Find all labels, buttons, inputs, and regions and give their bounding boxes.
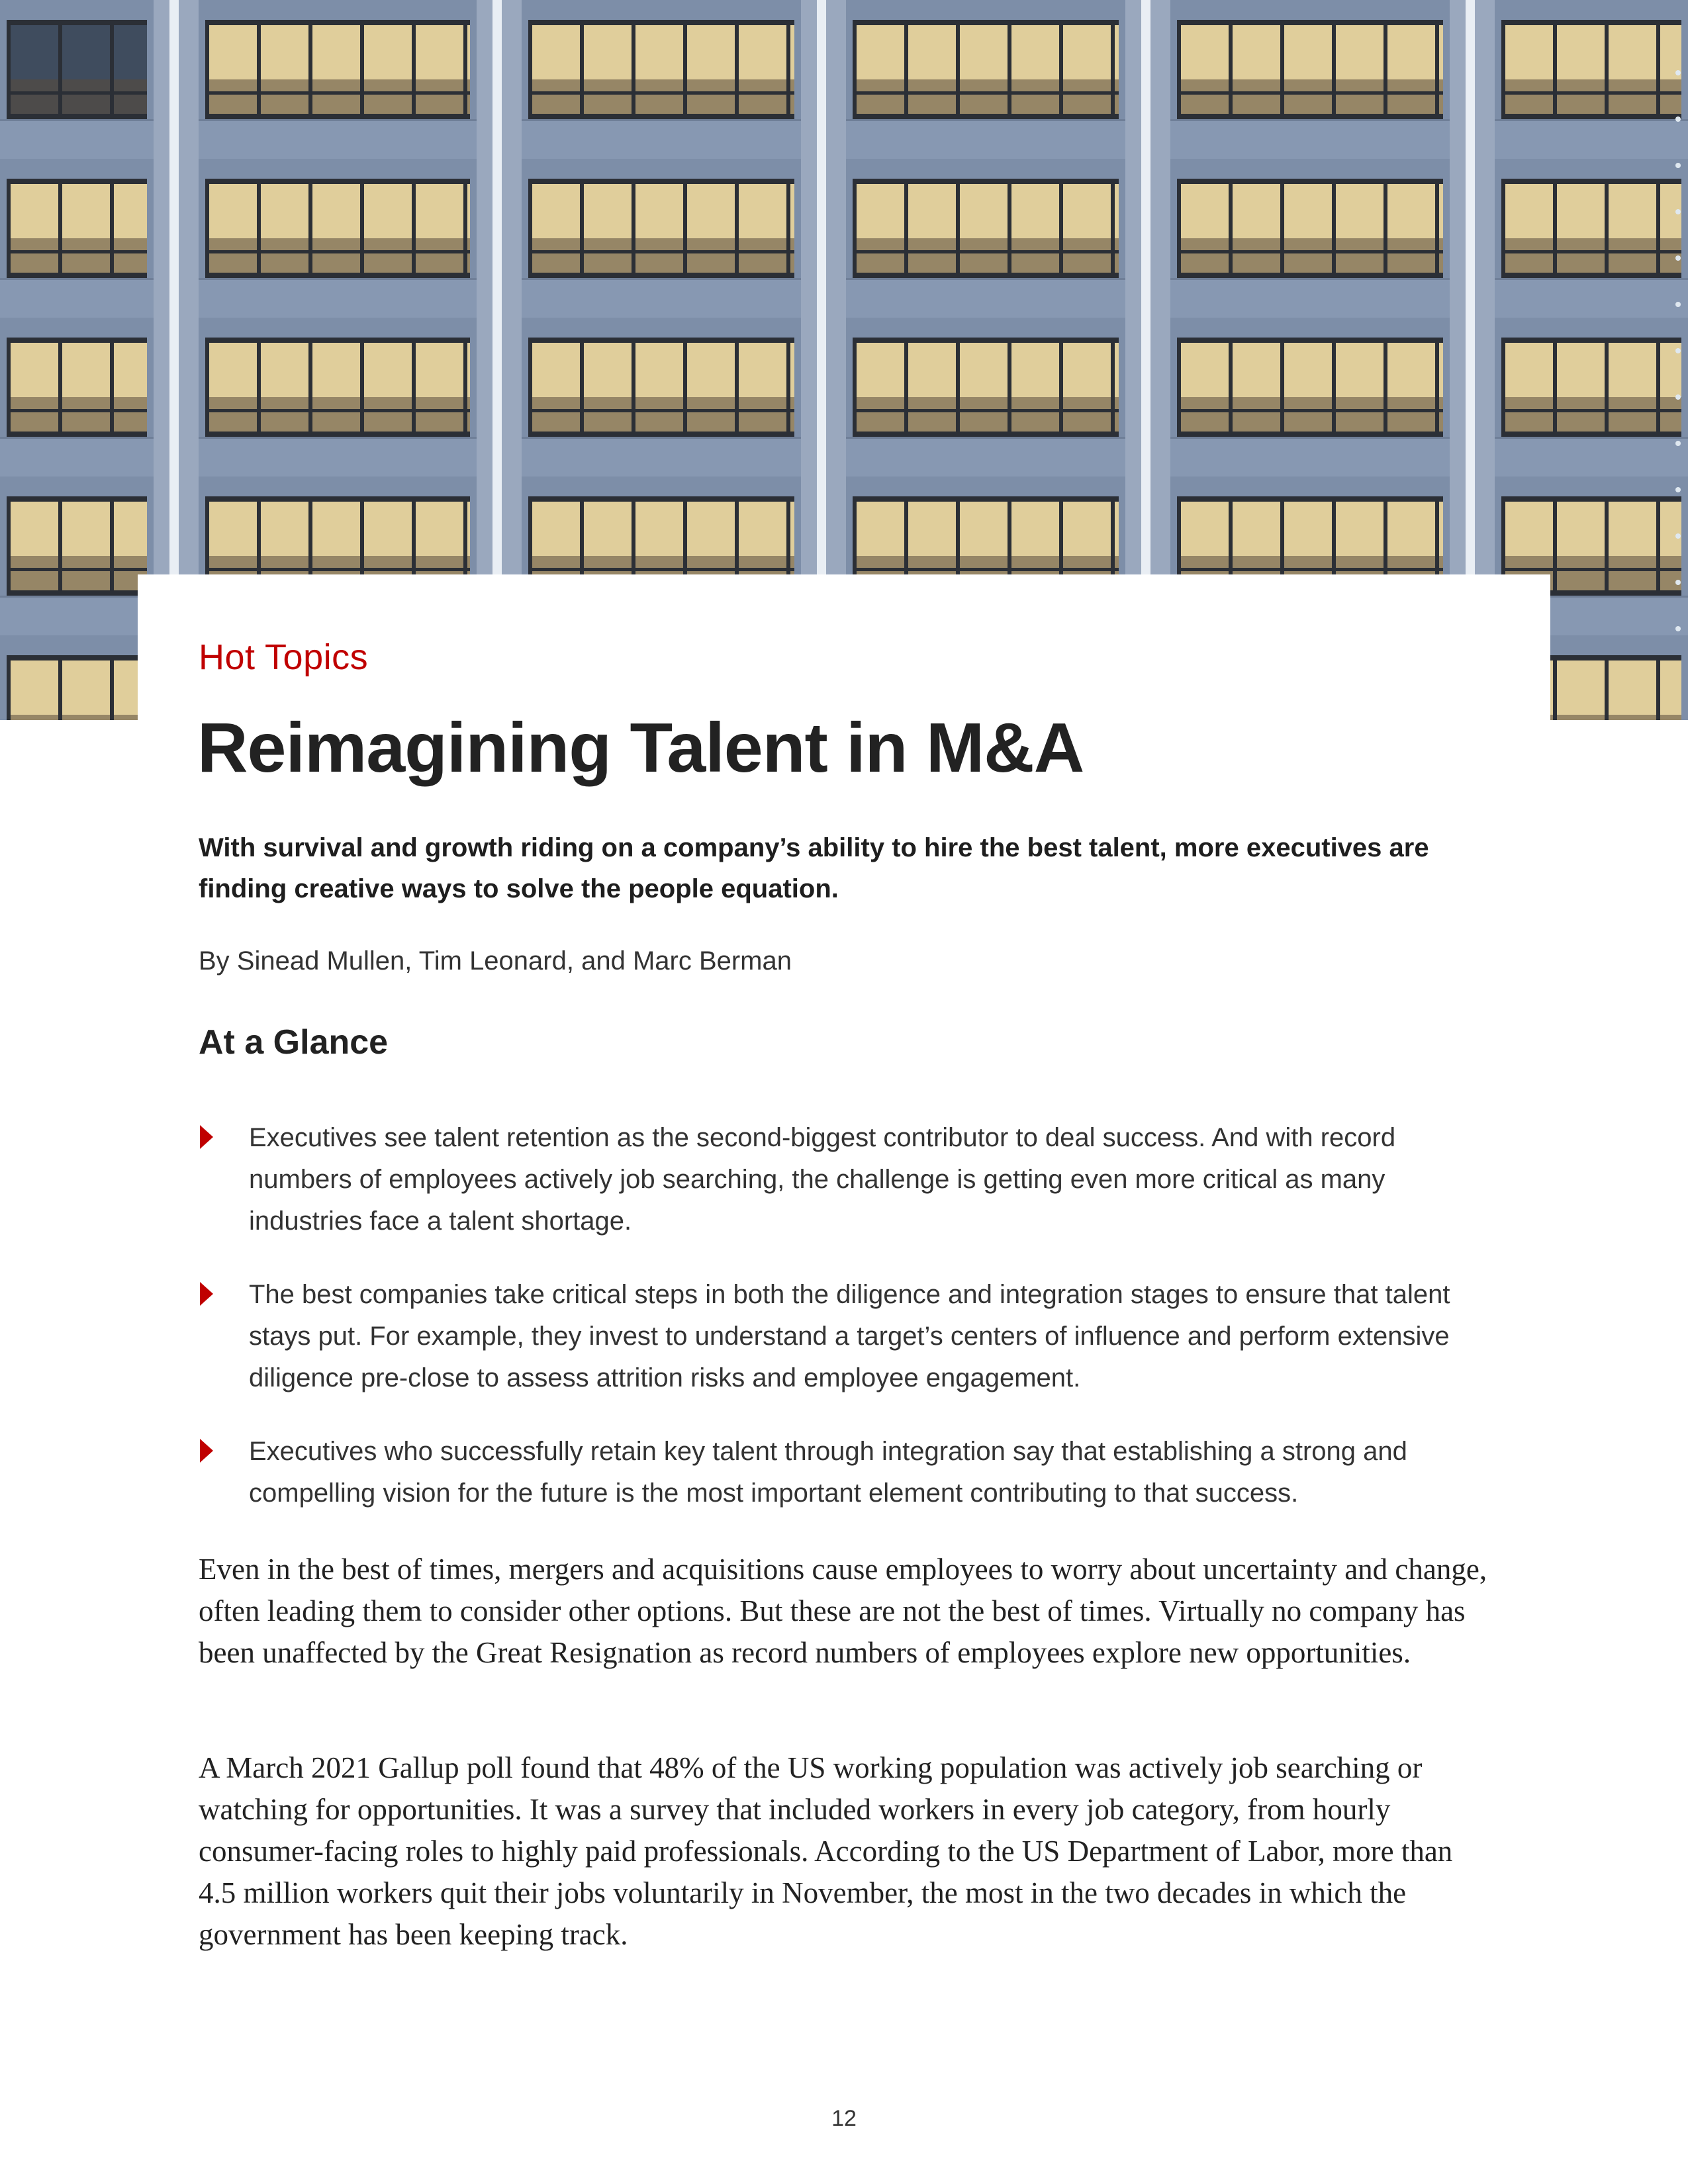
article-dek: With survival and growth riding on a company’s ability to hire the best talent, more executives are finding creative ways to solve the people equation. [199, 833, 1429, 903]
byline: By Sinead Mullen, Tim Leonard, and Marc Berman [199, 946, 792, 976]
section-kicker: Hot Topics [199, 637, 369, 677]
list-item [199, 1117, 1496, 1242]
list-item [199, 1274, 1496, 1399]
at-a-glance-heading: At a Glance [199, 1023, 389, 1062]
list-item [199, 1431, 1496, 1514]
body-paragraph: Even in the best of times, mergers and acquisitions cause employees to worry about uncertainty and change, often leading them to consider other options. But these are not the best of times. Virtually no company has been unaffected by the Great Resignation as record numbers of employees explore new opportunities. [199, 1553, 1487, 1669]
red-triangle-bullet-icon [199, 1124, 214, 1150]
red-triangle-bullet-icon [199, 1281, 214, 1307]
at-a-glance-list [199, 1117, 1496, 1546]
page-number: 12 [831, 2106, 857, 2131]
page-title: Reimagining Talent in M&A [197, 709, 1084, 787]
bullet-text: Executives who successfully retain key talent through integration say that establishing a strong and compelling vision for the future is the most important element contributing to that success. [249, 1437, 1407, 1508]
bullet-text: The best companies take critical steps in both the diligence and integration stages to ensure that talent stays put. For example, they invest to understand a target’s centers of influence and perform extensive diligence pre-close to assess attrition risks and employee engagement. [249, 1280, 1450, 1392]
red-triangle-bullet-icon [199, 1437, 214, 1464]
bullet-text: Executives see talent retention as the second-biggest contributor to deal success. And with record numbers of employees actively job searching, the challenge is getting even more critical as many industries face a talent shortage. [249, 1123, 1396, 1236]
body-paragraph: A March 2021 Gallup poll found that 48% of the US working population was actively job searching or watching for opportunities. It was a survey that included workers in every job category, from hourly consumer-facing roles to highly paid professionals. According to the US Department of Labor, more than 4.5 million workers quit their jobs voluntarily in November, the most in the two decades in which the government has been keeping track. [199, 1751, 1453, 1951]
